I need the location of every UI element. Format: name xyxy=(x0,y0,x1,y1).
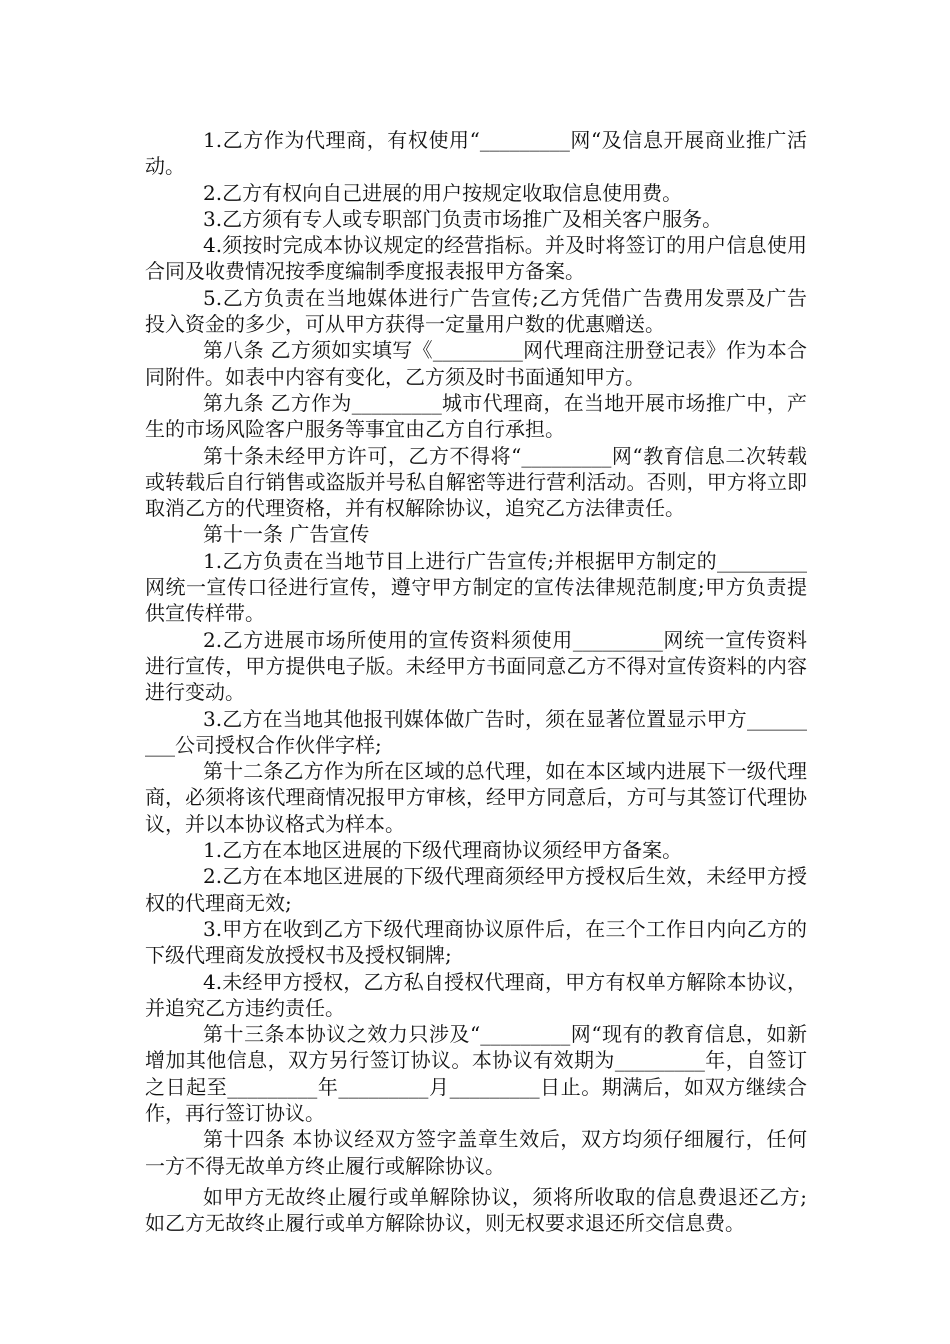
paragraph-article-11-item-1: 1.乙方负责在当地节目上进行广告宣传;并根据甲方制定的_________网统一宣传口径进行宣传，遵守甲方制定的宣传法律规范制度;甲方负责提供宣传样带。 xyxy=(145,548,807,626)
document-body xyxy=(145,127,807,1236)
paragraph-article-11-item-2: 2.乙方进展市场所使用的宣传资料须使用_________网统一宣传资料进行宣传，甲方提供电子版。未经甲方书面同意乙方不得对宣传资料的内容进行变动。 xyxy=(145,627,807,705)
paragraph-article-12-item-2: 2.乙方在本地区进展的下级代理商须经甲方授权后生效，未经甲方授权的代理商无效; xyxy=(145,864,807,915)
paragraph-termination-refund: 如甲方无故终止履行或单解除协议，须将所收取的信息费退还乙方;如乙方无故终止履行或单方解除协议，则无权要求退还所交信息费。 xyxy=(145,1184,807,1236)
paragraph-article-12: 第十二条乙方作为所在区域的总代理，如在本区域内进展下一级代理商，必须将该代理商情况报甲方审核，经甲方同意后，方可与其签订代理协议，并以本协议格式为样本。 xyxy=(145,759,807,836)
paragraph-clause-4: 4.须按时完成本协议规定的经营指标。并及时将签订的用户信息使用合同及收费情况按季度编制季度报表报甲方备案。 xyxy=(145,233,807,284)
paragraph-article-9: 第九条 乙方作为_________城市代理商，在当地开展市场推广中，产生的市场风险客户服务等事宜由乙方自行承担。 xyxy=(145,390,807,442)
heading-article-11: 第十一条 广告宣传 xyxy=(203,522,370,547)
paragraph-article-12-item-3: 3.甲方在收到乙方下级代理商协议原件后，在三个工作日内向乙方的下级代理商发放授权书及授权铜牌; xyxy=(145,916,807,968)
paragraph-clause-5: 5.乙方负责在当地媒体进行广告宣传;乙方凭借广告费用发票及广告投入资金的多少，可从甲方获得一定量用户数的优惠赠送。 xyxy=(145,285,807,337)
paragraph-article-14: 第十四条 本协议经双方签字盖章生效后，双方均须仔细履行，任何一方不得无故单方终止履行或解除协议。 xyxy=(145,1127,807,1178)
paragraph-clause-3: 3.乙方须有专人或专职部门负责市场推广及相关客户服务。 xyxy=(203,206,723,231)
paragraph-article-13: 第十三条本协议之效力只涉及“_________网“现有的教育信息，如新增加其他信息，双方另行签订协议。本协议有效期为_________年，自签订之日起至_________年_________月_________日止。期满后，如双方继续合作，再行签订协议。 xyxy=(145,1022,807,1125)
paragraph-article-10: 第十条未经甲方许可，乙方不得将“_________网“教育信息二次转载或转载后自行销售或盗版并号私自解密等进行营利活动。否则，甲方将立即取消乙方的代理资格，并有权解除协议，追究乙方法律责任。 xyxy=(145,443,807,521)
paragraph-article-11-item-3: 3.乙方在当地其他报刊媒体做广告时，须在显著位置显示甲方_________公司授权合作伙伴字样; xyxy=(145,706,807,757)
paragraph-clause-2: 2.乙方有权向自己进展的用户按规定收取信息使用费。 xyxy=(203,180,683,205)
paragraph-clause-1: 1.乙方作为代理商，有权使用“_________网“及信息开展商业推广活动。 xyxy=(145,128,807,179)
paragraph-article-12-item-4: 4.未经甲方授权，乙方私自授权代理商，甲方有权单方解除本协议，并追究乙方违约责任。 xyxy=(145,969,807,1020)
paragraph-article-8: 第八条 乙方须如实填写《_________网代理商注册登记表》作为本合同附件。如表中内容有变化，乙方须及时书面通知甲方。 xyxy=(145,338,807,389)
paragraph-article-12-item-1: 1.乙方在本地区进展的下级代理商协议须经甲方备案。 xyxy=(203,838,683,863)
